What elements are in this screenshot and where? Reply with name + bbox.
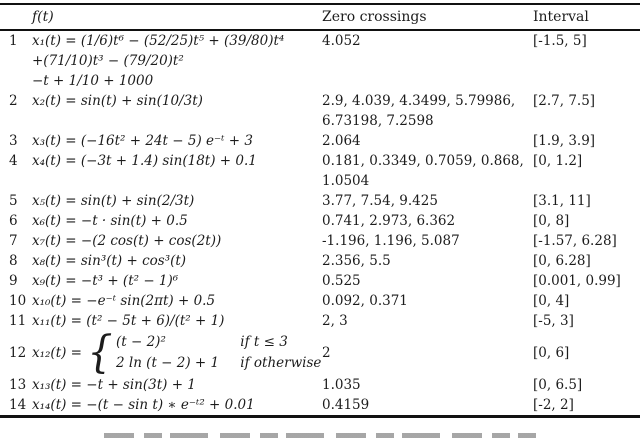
zero-crossings-values: 2: [322, 345, 331, 361]
function-expression: x₁₁(t) = (t² − 5t + 6)/(t² + 1): [32, 313, 225, 329]
piecewise-case-condition: if otherwise: [240, 355, 322, 371]
zero-crossings-cell: [322, 91, 533, 131]
header-zeros-label: Zero crossings: [322, 9, 427, 25]
interval-value: [0.001, 0.99]: [533, 273, 621, 289]
row-index: 7: [9, 233, 18, 249]
row-index: 11: [9, 313, 27, 329]
zero-crossings-values: 0.181, 0.3349, 0.7059, 0.868,: [322, 153, 524, 169]
zero-crossings-cell: [322, 31, 533, 51]
zero-crossings-values: 0.4159: [322, 397, 370, 413]
row-index: 1: [9, 33, 18, 49]
function-cell: [32, 311, 322, 331]
interval-cell: [533, 151, 640, 171]
interval-cell: [533, 311, 640, 331]
table-row: [0, 211, 640, 231]
row-index: 5: [9, 193, 18, 209]
interval-value: [-1.5, 5]: [533, 33, 587, 49]
table-row: [0, 271, 640, 291]
function-cell: [32, 91, 322, 111]
function-cell: [32, 327, 322, 378]
zero-crossings-values: 0.525: [322, 273, 361, 289]
interval-value: [0, 6]: [533, 345, 570, 361]
piecewise-case: [116, 332, 321, 353]
zero-crossings-values: 2, 3: [322, 313, 348, 329]
piecewise-function: [32, 327, 322, 378]
zero-crossings-values: 1.0504: [322, 173, 370, 189]
piecewise-case-expression: (t − 2)²: [116, 334, 166, 350]
function-expression: x₃(t) = (−16t² + 24t − 5) e⁻ᵗ + 3: [32, 133, 253, 149]
interval-value: [3.1, 11]: [533, 193, 591, 209]
piecewise-case: [116, 353, 321, 374]
row-index: 10: [9, 293, 27, 309]
interval-value: [-2, 2]: [533, 397, 574, 413]
interval-value: [-5, 3]: [533, 313, 574, 329]
function-expression: −t + 1/10 + 1000: [32, 73, 154, 89]
interval-cell: [533, 231, 640, 251]
zero-crossings-cell: [322, 231, 533, 251]
interval-cell: [533, 271, 640, 291]
table-row: [0, 91, 640, 131]
interval-cell: [533, 131, 640, 151]
function-cell: [32, 31, 322, 91]
zero-crossings-cell: [322, 191, 533, 211]
table-row: [0, 31, 640, 91]
function-expression: x₂(t) = sin(t) + sin(10/3t): [32, 93, 203, 109]
piecewise-lhs: x₁₂(t) =: [32, 345, 82, 361]
row-index: 2: [9, 93, 18, 109]
interval-value: [0, 1.2]: [533, 153, 583, 169]
function-cell: [32, 291, 322, 311]
zero-crossings-cell: [322, 211, 533, 231]
interval-value: [0, 6.28]: [533, 253, 591, 269]
interval-cell: [533, 211, 640, 231]
interval-cell: [533, 291, 640, 311]
function-cell: [32, 151, 322, 171]
zero-crossings-cell: [322, 151, 533, 191]
zero-crossings-values: 0.741, 2.973, 6.362: [322, 213, 456, 229]
interval-cell: [533, 91, 640, 111]
piecewise-case-condition: if t ≤ 3: [240, 334, 288, 350]
zero-crossings-values: 2.9, 4.039, 4.3499, 5.79986,: [322, 93, 516, 109]
interval-cell: [533, 191, 640, 211]
piecewise-cases: [116, 332, 321, 374]
interval-value: [1.9, 3.9]: [533, 133, 596, 149]
zero-crossings-values: 0.092, 0.371: [322, 293, 408, 309]
row-index: 9: [9, 273, 18, 289]
function-cell: [32, 395, 322, 415]
zero-crossings-cell: [322, 395, 533, 415]
function-cell: [32, 231, 322, 251]
zero-crossings-values: -1.196, 1.196, 5.087: [322, 233, 460, 249]
row-index: 13: [9, 377, 27, 393]
function-cell: [32, 211, 322, 231]
function-cell: [32, 131, 322, 151]
function-cell: [32, 375, 322, 395]
interval-cell: [533, 251, 640, 271]
interval-value: [0, 8]: [533, 213, 570, 229]
zero-crossings-cell: [322, 251, 533, 271]
zero-crossings-values: 4.052: [322, 33, 361, 49]
function-expression: x₁(t) = (1/6)t⁶ − (52/25)t⁵ + (39/80)t⁴: [32, 33, 285, 49]
table-row: [0, 131, 640, 151]
function-expression: x₆(t) = −t · sin(t) + 0.5: [32, 213, 188, 229]
table-row: [0, 291, 640, 311]
interval-cell: [533, 375, 640, 395]
function-cell: [32, 191, 322, 211]
function-expression: x₈(t) = sin³(t) + cos³(t): [32, 253, 187, 269]
interval-value: [0, 4]: [533, 293, 570, 309]
function-expression: x₉(t) = −t³ + (t² − 1)⁶: [32, 273, 179, 289]
row-index: 14: [9, 397, 27, 413]
table-row: [0, 375, 640, 395]
function-expression: x₁₃(t) = −t + sin(3t) + 1: [32, 377, 196, 393]
table-row: [0, 395, 640, 415]
function-cell: [32, 271, 322, 291]
zero-crossings-values: 3.77, 7.54, 9.425: [322, 193, 438, 209]
interval-cell: [533, 343, 640, 363]
zero-crossings-cell: [322, 271, 533, 291]
header-f: [32, 7, 322, 27]
function-expression: x₁₄(t) = −(t − sin t) ∗ e⁻ᵗ² + 0.01: [32, 397, 255, 413]
zero-crossings-values: 2.356, 5.5: [322, 253, 391, 269]
table-row: [0, 251, 640, 271]
interval-cell: [533, 31, 640, 51]
piecewise-brace-glyph: {: [87, 327, 113, 378]
header-interval-label: Interval: [533, 9, 589, 25]
interval-cell: [533, 395, 640, 415]
zero-crossings-cell: [322, 375, 533, 395]
header-f-label: f(t): [32, 9, 54, 25]
zero-crossings-cell: [322, 291, 533, 311]
row-index: 8: [9, 253, 18, 269]
header-interval: [533, 7, 640, 27]
row-index: 3: [9, 133, 18, 149]
function-expression: x₇(t) = −(2 cos(t) + cos(2t)): [32, 233, 222, 249]
function-expression: +(71/10)t³ − (79/20)t²: [32, 53, 184, 69]
zero-crossings-values: 1.035: [322, 377, 361, 393]
function-expression: x₁₀(t) = −e⁻ᵗ sin(2πt) + 0.5: [32, 293, 216, 309]
function-cell: [32, 251, 322, 271]
zero-crossings-values: 6.73198, 7.2598: [322, 113, 434, 129]
row-index: 4: [9, 153, 18, 169]
table-row: [0, 231, 640, 251]
zero-crossings-cell: [322, 311, 533, 331]
zero-crossings-values: 2.064: [322, 133, 361, 149]
table-header-row: [0, 5, 640, 29]
function-expression: x₄(t) = (−3t + 1.4) sin(18t) + 0.1: [32, 153, 257, 169]
interval-value: [2.7, 7.5]: [533, 93, 596, 109]
zero-crossings-cell: [322, 131, 533, 151]
zero-crossings-cell: [322, 343, 533, 363]
table-row: [0, 151, 640, 191]
table-row: [0, 191, 640, 211]
function-expression: x₅(t) = sin(t) + sin(2/3t): [32, 193, 195, 209]
caption-fragment: [104, 433, 536, 438]
table-bottom-rule: [0, 415, 640, 418]
table-row: [0, 327, 640, 378]
interval-value: [-1.57, 6.28]: [533, 233, 617, 249]
header-zero-crossings: [322, 7, 533, 27]
row-index: 12: [9, 345, 27, 361]
interval-value: [0, 6.5]: [533, 377, 583, 393]
row-index: 6: [9, 213, 18, 229]
piecewise-case-expression: 2 ln (t − 2) + 1: [116, 355, 220, 371]
